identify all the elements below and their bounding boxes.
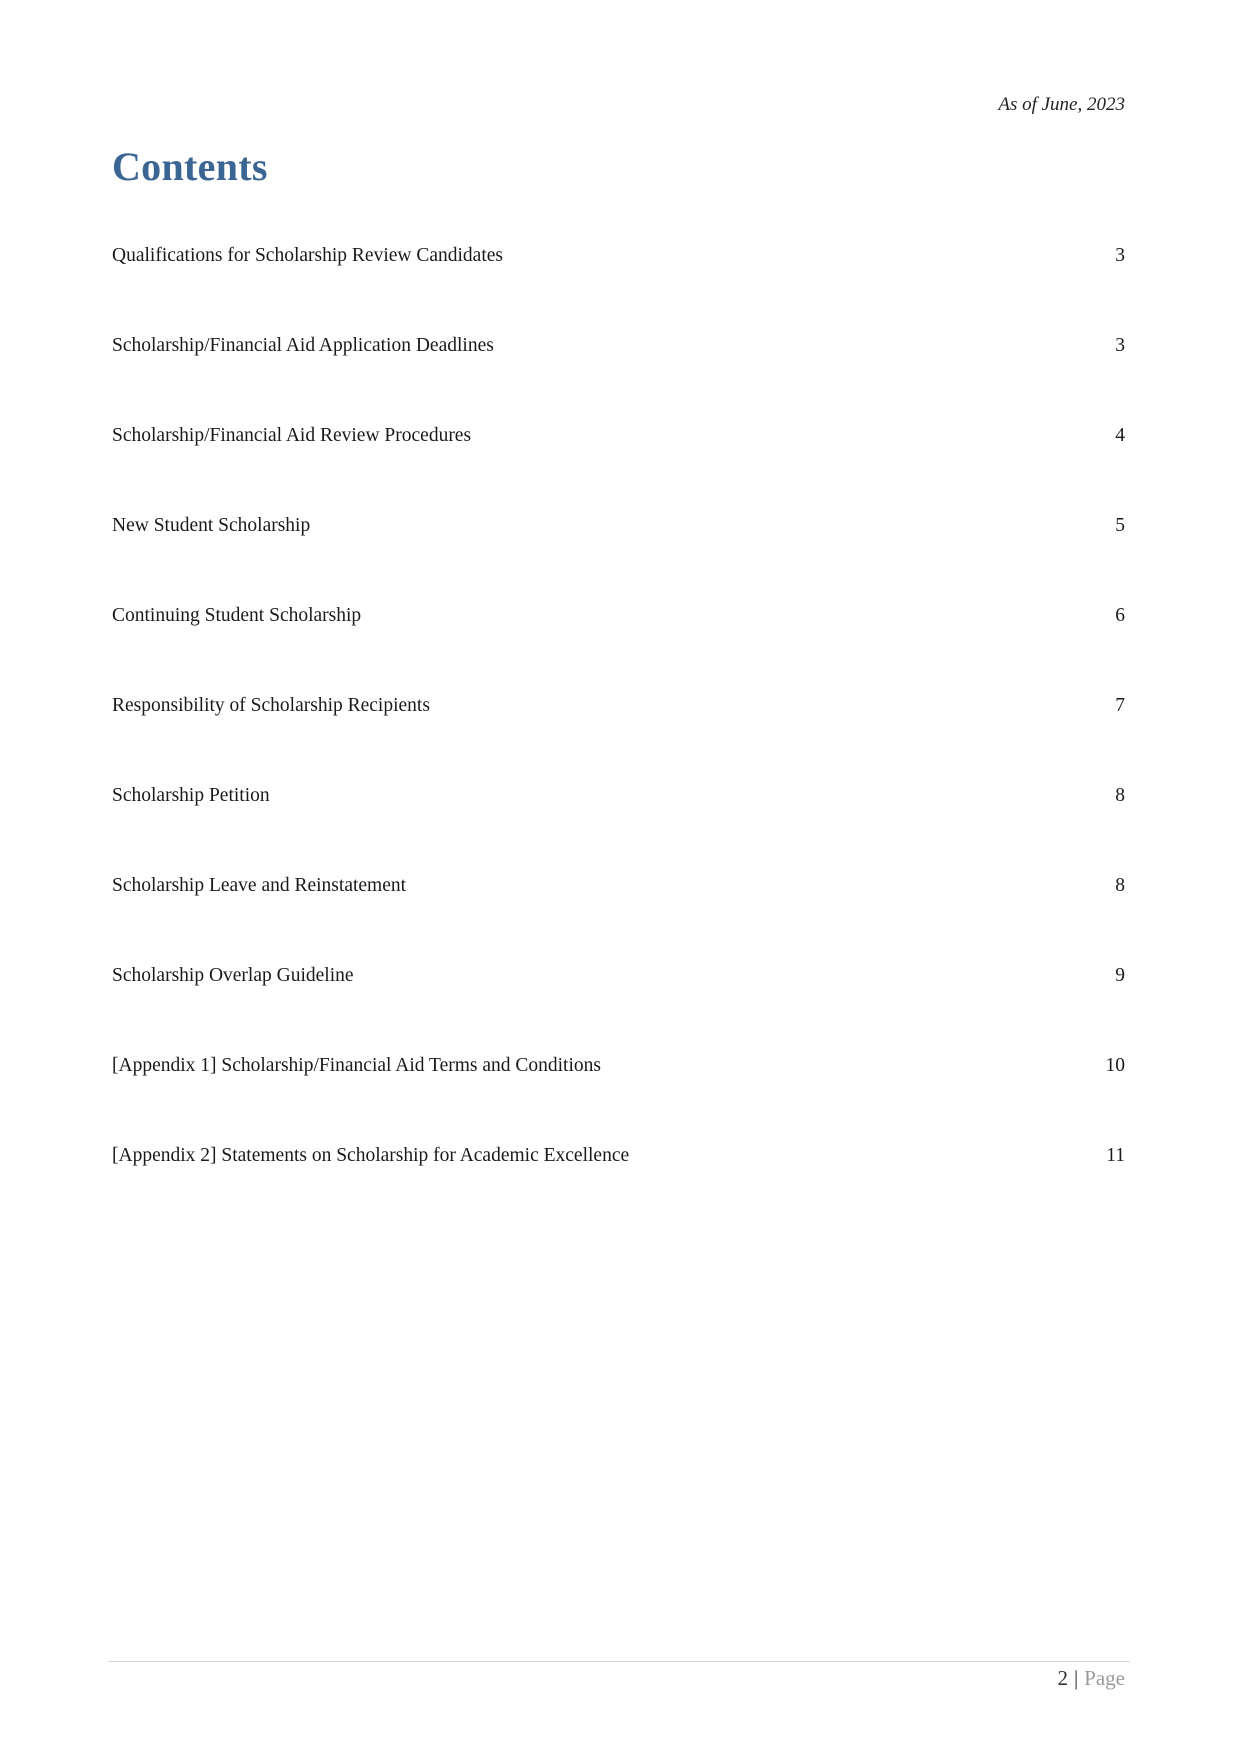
toc-entry-page: 4	[1115, 425, 1125, 446]
table-of-contents	[112, 244, 1125, 1234]
footer-separator: |	[1073, 1666, 1079, 1690]
toc-entry-page: 7	[1115, 695, 1125, 716]
toc-entry-title: [Appendix 1] Scholarship/Financial Aid Terms and Conditions	[112, 1055, 601, 1076]
document-date: As of June, 2023	[998, 94, 1125, 115]
page-number: 2	[1057, 1666, 1068, 1690]
toc-entry-page: 6	[1115, 605, 1125, 626]
page-footer	[1057, 1666, 1125, 1691]
toc-entry-title: Qualifications for Scholarship Review Candidates	[112, 245, 503, 266]
toc-entry-title: Continuing Student Scholarship	[112, 605, 362, 626]
toc-entry[interactable]	[112, 1054, 1125, 1144]
toc-entry[interactable]	[112, 334, 1125, 424]
toc-entry-title: [Appendix 2] Statements on Scholarship for Academic Excellence	[112, 1145, 630, 1166]
toc-entry[interactable]	[112, 964, 1125, 1054]
page-title: Contents	[112, 144, 268, 189]
toc-entry-page: 3	[1115, 245, 1125, 266]
toc-entry-page: 11	[1106, 1145, 1125, 1166]
toc-entry-title: Scholarship/Financial Aid Application Deadlines	[112, 335, 494, 356]
toc-entry-title: Responsibility of Scholarship Recipients	[112, 695, 430, 716]
page-label: Page	[1084, 1666, 1125, 1690]
toc-entry-page: 10	[1105, 1055, 1125, 1076]
toc-entry[interactable]	[112, 604, 1125, 694]
footer-divider	[108, 1661, 1130, 1662]
toc-entry-title: Scholarship Overlap Guideline	[112, 965, 354, 986]
toc-entry-title: Scholarship Petition	[112, 785, 270, 806]
toc-entry-page: 3	[1115, 335, 1125, 356]
toc-entry[interactable]	[112, 424, 1125, 514]
toc-entry[interactable]	[112, 784, 1125, 874]
toc-entry[interactable]	[112, 874, 1125, 964]
toc-entry-title: Scholarship Leave and Reinstatement	[112, 875, 407, 896]
toc-entry[interactable]	[112, 244, 1125, 334]
toc-entry-title: New Student Scholarship	[112, 515, 311, 536]
toc-entry-page: 8	[1115, 785, 1125, 806]
toc-entry-page: 5	[1115, 515, 1125, 536]
toc-entry[interactable]	[112, 694, 1125, 784]
toc-entry-page: 8	[1115, 875, 1125, 896]
toc-entry[interactable]	[112, 514, 1125, 604]
toc-entry-title: Scholarship/Financial Aid Review Procedures	[112, 425, 472, 446]
toc-entry-page: 9	[1115, 965, 1125, 986]
toc-entry[interactable]	[112, 1144, 1125, 1234]
